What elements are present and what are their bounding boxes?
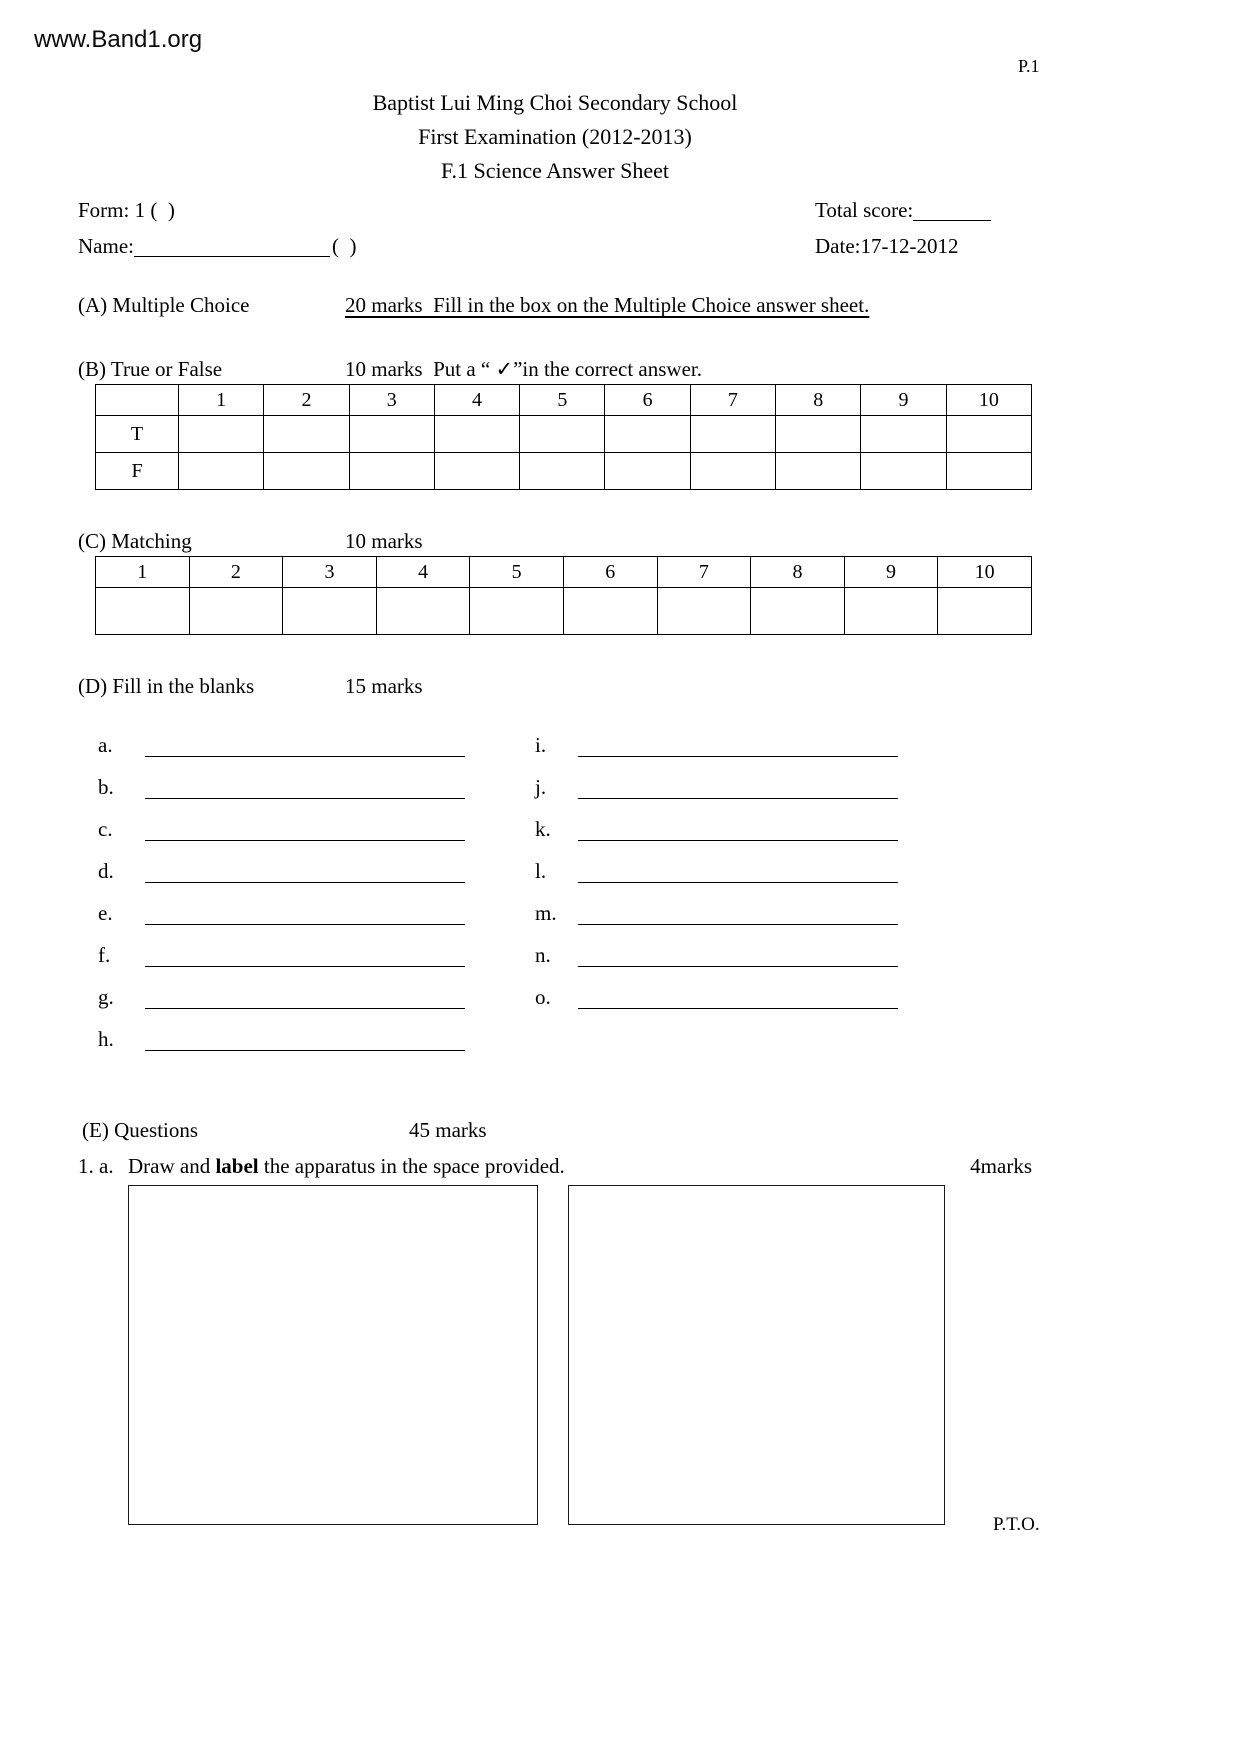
- blank-item-label: f.: [98, 943, 111, 967]
- blank-item-label: a.: [98, 733, 113, 757]
- tf-answer-cell: [179, 453, 264, 490]
- matching-answer-cell: [470, 588, 564, 635]
- matching-col-header: 7: [657, 557, 751, 588]
- matching-col-header: 6: [563, 557, 657, 588]
- blank-item: [98, 1027, 535, 1053]
- tf-row-label-false: F: [96, 453, 179, 490]
- blank-item-label: e.: [98, 901, 113, 925]
- pto-label: P.T.O.: [993, 1514, 1040, 1535]
- total-score-field: [815, 192, 991, 228]
- section-d-title: (D) Fill in the blanks: [78, 674, 255, 698]
- tf-answer-cell: [690, 416, 775, 453]
- blank-item: [535, 901, 898, 927]
- tf-col-header: 10: [946, 385, 1031, 416]
- tf-answer-cell: [861, 416, 946, 453]
- question-1a-text-bold: label: [215, 1154, 259, 1178]
- tf-col-header: 7: [690, 385, 775, 416]
- section-a-title: (A) Multiple Choice: [78, 293, 250, 317]
- name-paren: ( ): [331, 234, 357, 258]
- matching-col-header: 10: [938, 557, 1032, 588]
- matching-answer-row: [96, 588, 1032, 635]
- tf-header-row: [96, 385, 1032, 416]
- tf-answer-cell: [776, 453, 861, 490]
- blank-line: [578, 985, 898, 1009]
- blank-item: [98, 943, 535, 969]
- blank-item-label: j.: [535, 775, 547, 799]
- tf-answer-cell: [264, 453, 349, 490]
- tf-answer-cell: [434, 453, 519, 490]
- blank-item: [535, 817, 898, 843]
- page-number: P.1: [1018, 56, 1040, 76]
- blank-item: [535, 775, 898, 801]
- matching-answer-cell: [376, 588, 470, 635]
- blank-item-label: l.: [535, 859, 547, 883]
- blank-line: [145, 1027, 465, 1051]
- blank-line: [145, 859, 465, 883]
- matching-answer-cell: [657, 588, 751, 635]
- total-score-label: Total score:: [815, 198, 914, 222]
- section-a-instruction: 20 marks Fill in the box on the Multiple Choice answer sheet.: [345, 293, 870, 317]
- matching-answer-cell: [938, 588, 1032, 635]
- tf-false-row: [96, 453, 1032, 490]
- tf-col-header: 9: [861, 385, 946, 416]
- matching-table: [95, 556, 1032, 635]
- total-score-line: [913, 220, 991, 221]
- tf-answer-cell: [946, 416, 1031, 453]
- blank-line: [145, 901, 465, 925]
- question-1a-text: [128, 1151, 565, 1181]
- tf-answer-cell: [434, 416, 519, 453]
- blank-item-label: k.: [535, 817, 551, 841]
- tf-answer-cell: [520, 453, 605, 490]
- blanks-right-column: [535, 733, 898, 1069]
- matching-col-header: 4: [376, 557, 470, 588]
- blank-line: [578, 733, 898, 757]
- matching-answer-cell: [189, 588, 283, 635]
- section-b-heading: [78, 354, 1032, 384]
- blank-item-label: h.: [98, 1027, 114, 1051]
- tf-col-header: 3: [349, 385, 434, 416]
- blank-line: [578, 859, 898, 883]
- section-e-instruction: 45 marks: [409, 1118, 487, 1142]
- tf-true-row: [96, 416, 1032, 453]
- blank-line: [145, 775, 465, 799]
- tf-col-header: 6: [605, 385, 690, 416]
- blank-item: [98, 859, 535, 885]
- section-e-heading: [82, 1115, 1032, 1145]
- matching-answer-cell: [96, 588, 190, 635]
- blank-item: [535, 733, 898, 759]
- page-content: [0, 86, 1240, 1525]
- tf-answer-cell: [349, 453, 434, 490]
- blank-line: [145, 733, 465, 757]
- blank-line: [578, 943, 898, 967]
- blank-item-label: d.: [98, 859, 114, 883]
- exam-title: First Examination (2012-2013): [418, 124, 692, 149]
- form-label: Form: 1 ( ): [78, 198, 175, 222]
- matching-answer-cell: [844, 588, 938, 635]
- blank-item-label: b.: [98, 775, 114, 799]
- blank-item: [98, 817, 535, 843]
- matching-answer-cell: [751, 588, 845, 635]
- date-label: Date:17-12-2012: [815, 234, 959, 258]
- matching-answer-cell: [283, 588, 377, 635]
- blank-line: [578, 901, 898, 925]
- blank-item-label: c.: [98, 817, 113, 841]
- section-a-heading: [78, 290, 1032, 320]
- question-1a-marks: 4marks: [970, 1154, 1032, 1178]
- matching-col-header: 8: [751, 557, 845, 588]
- section-c-title: (C) Matching: [78, 529, 192, 553]
- tf-answer-cell: [179, 416, 264, 453]
- blank-line: [145, 817, 465, 841]
- tf-col-header: 4: [434, 385, 519, 416]
- blank-item-label: i.: [535, 733, 547, 757]
- matching-header-row: [96, 557, 1032, 588]
- tf-answer-cell: [605, 453, 690, 490]
- fill-in-blanks-area: [78, 733, 1032, 1069]
- matching-col-header: 1: [96, 557, 190, 588]
- blank-item-label: o.: [535, 985, 551, 1009]
- name-label: Name:: [78, 234, 134, 258]
- true-false-table: [95, 384, 1032, 490]
- section-c-instruction: 10 marks: [345, 529, 423, 553]
- sheet-title: F.1 Science Answer Sheet: [441, 158, 669, 183]
- section-b-title: (B) True or False: [78, 357, 223, 381]
- title-block: [78, 86, 1032, 188]
- drawing-box-right: [568, 1185, 945, 1525]
- blank-item-label: n.: [535, 943, 551, 967]
- question-1a-text-pre: Draw and: [128, 1154, 216, 1178]
- tf-answer-cell: [349, 416, 434, 453]
- section-c-heading: [78, 526, 1032, 556]
- name-line: [134, 256, 330, 257]
- blank-item-label: g.: [98, 985, 114, 1009]
- blank-item: [98, 733, 535, 759]
- blank-line: [145, 943, 465, 967]
- blank-item: [98, 901, 535, 927]
- question-1a-number: 1. a.: [78, 1154, 114, 1178]
- blank-item-label: m.: [535, 901, 557, 925]
- question-1a-text-post: the apparatus in the space provided.: [258, 1154, 565, 1178]
- tf-col-header: 1: [179, 385, 264, 416]
- tf-row-label-true: T: [96, 416, 179, 453]
- blank-line: [578, 775, 898, 799]
- tf-answer-cell: [605, 416, 690, 453]
- blank-item: [535, 859, 898, 885]
- question-1a-row: [78, 1151, 1032, 1181]
- drawing-area: [128, 1185, 1032, 1525]
- school-name: Baptist Lui Ming Choi Secondary School: [372, 90, 738, 115]
- matching-answer-cell: [563, 588, 657, 635]
- blank-item: [535, 943, 898, 969]
- blank-item: [98, 775, 535, 801]
- section-d-heading: [78, 671, 1032, 701]
- tf-col-header: 8: [776, 385, 861, 416]
- tf-answer-cell: [946, 453, 1031, 490]
- matching-col-header: 5: [470, 557, 564, 588]
- section-e-title: (E) Questions: [82, 1118, 199, 1142]
- tf-answer-cell: [776, 416, 861, 453]
- tf-answer-cell: [520, 416, 605, 453]
- tf-col-header: 5: [520, 385, 605, 416]
- blanks-left-column: [98, 733, 535, 1069]
- tf-answer-cell: [861, 453, 946, 490]
- tf-answer-cell: [264, 416, 349, 453]
- watermark: www.Band1.org: [34, 26, 203, 53]
- tf-answer-cell: [690, 453, 775, 490]
- blank-item: [98, 985, 535, 1011]
- matching-col-header: 2: [189, 557, 283, 588]
- form-score-row: [78, 192, 1032, 228]
- blank-item: [535, 985, 898, 1011]
- blank-line: [145, 985, 465, 1009]
- section-b-instruction: 10 marks Put a “ ✓”in the correct answer.: [345, 357, 702, 381]
- tf-corner-cell: [96, 385, 179, 416]
- name-date-row: [78, 228, 1032, 264]
- section-d-instruction: 15 marks: [345, 674, 423, 698]
- blank-line: [578, 817, 898, 841]
- drawing-box-left: [128, 1185, 538, 1525]
- matching-col-header: 3: [283, 557, 377, 588]
- matching-col-header: 9: [844, 557, 938, 588]
- tf-col-header: 2: [264, 385, 349, 416]
